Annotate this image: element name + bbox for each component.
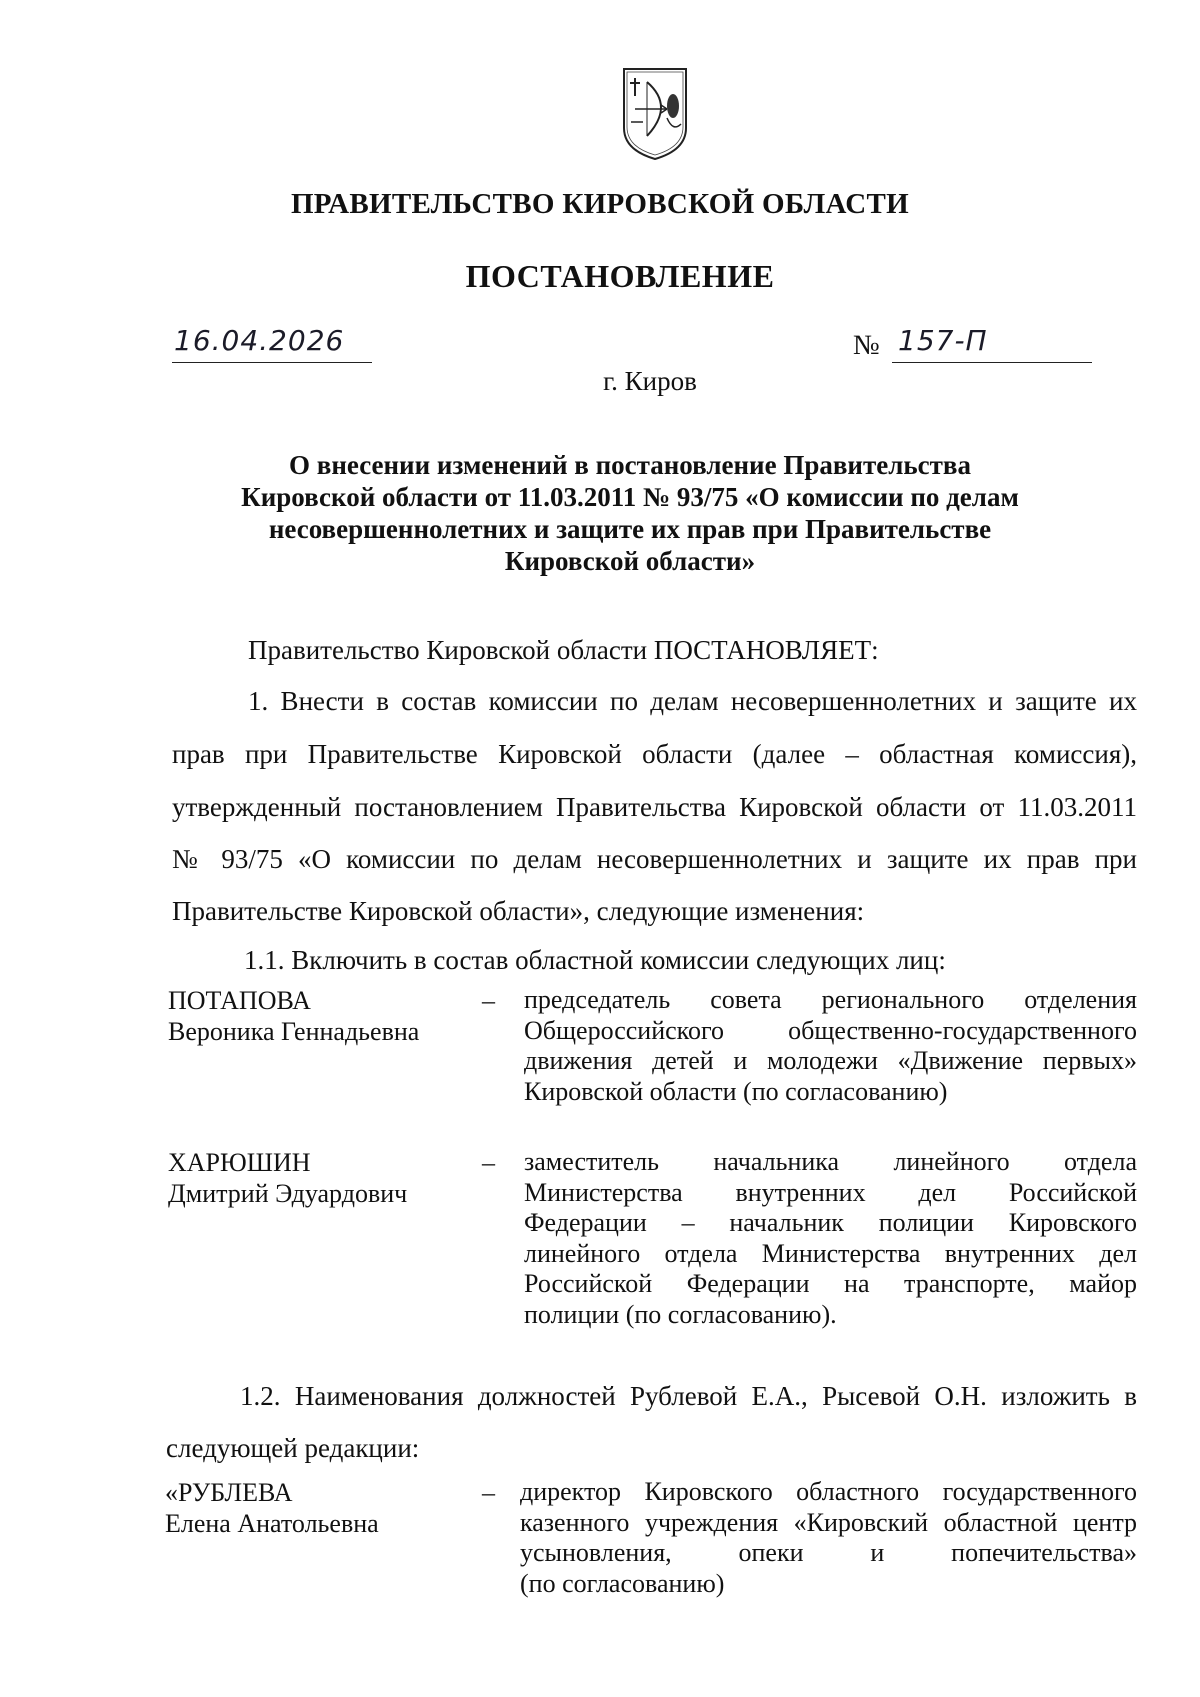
description-line: (по согласованию) (520, 1568, 725, 1598)
member-name (168, 1147, 407, 1209)
member-description (520, 1477, 1137, 1599)
title-line: О внесении изменений в постановление Правительства (289, 450, 971, 480)
member-dash: – (482, 1478, 495, 1507)
number-field (892, 324, 1092, 363)
description-line: полиции (по согласованию). (524, 1299, 837, 1329)
coat-of-arms-icon (621, 66, 689, 162)
subparagraph-1-1: 1.1. Включить в состав областной комиссии следующих лиц: (244, 945, 946, 975)
number-handwritten: 157-П (898, 324, 988, 357)
paragraph-1-line: утвержденный постановлением Правительства Кировской области от 11.03.2011 (172, 792, 1137, 822)
member-surname: «РУБЛЕВА (165, 1478, 293, 1507)
city: г. Киров (603, 366, 697, 396)
description-line: Министерства внутренних дел Российской (524, 1177, 1137, 1207)
member-name (168, 985, 419, 1047)
description-line: усыновления, опеки и попечительства» (520, 1538, 1137, 1568)
member-description (524, 1147, 1137, 1331)
description-line: движения детей и молодежи «Движение первых» (524, 1046, 1137, 1076)
description-line: казенного учреждения «Кировский областной центр (520, 1507, 1137, 1537)
member-given-names: Дмитрий Эдуардович (168, 1179, 408, 1208)
member-surname: ХАРЮШИН (168, 1148, 311, 1177)
description-line: председатель совета регионального отделения (524, 985, 1137, 1014)
description-line: Общероссийского общественно-государственного (524, 1015, 1137, 1045)
member-dash: – (482, 1148, 495, 1177)
description-line: директор Кировского областного государственного (520, 1477, 1137, 1506)
subparagraph-1-2-line: следующей редакции: (166, 1433, 420, 1463)
preamble: Правительство Кировской области ПОСТАНОВЛЯЕТ: (248, 635, 879, 665)
description-line: Федерации – начальник полиции Кировского (524, 1208, 1137, 1238)
member-dash: – (482, 986, 495, 1015)
member-name (165, 1477, 379, 1539)
document-title (200, 449, 1060, 577)
paragraph-1-line: № 93/75 «О комиссии по делам несовершеннолетних и защите их прав при (172, 844, 1137, 874)
title-line: Кировской области» (504, 546, 756, 576)
member-description (524, 985, 1137, 1107)
document-type: ПОСТАНОВЛЕНИЕ (465, 258, 775, 294)
paragraph-1-line: Правительстве Кировской области», следующие изменения: (172, 896, 865, 926)
description-line: заместитель начальника линейного отдела (524, 1147, 1137, 1176)
paragraph-1-line: 1. Внести в состав комиссии по делам несовершеннолетних и защите их (248, 686, 1137, 716)
date-handwritten: 16.04.2026 (174, 324, 345, 357)
member-given-names: Вероника Геннадьевна (168, 1017, 420, 1046)
description-line: Кировской области (по согласованию) (524, 1076, 948, 1106)
description-line: Российской Федерации на транспорте, майор (524, 1269, 1137, 1299)
subparagraph-1-2-line: 1.2. Наименования должностей Рублевой Е.А., Рысевой О.Н. изложить в (240, 1381, 1137, 1411)
paragraph-1-line: прав при Правительстве Кировской области (далее – областная комиссия), (172, 739, 1137, 769)
title-line: несовершеннолетних и защите их прав при Правительстве (268, 514, 992, 544)
member-given-names: Елена Анатольевна (165, 1509, 379, 1538)
description-line: линейного отдела Министерства внутренних дел (524, 1238, 1137, 1268)
date-field (172, 324, 372, 363)
coat-of-arms-emblem (621, 66, 689, 162)
government-name: ПРАВИТЕЛЬСТВО КИРОВСКОЙ ОБЛАСТИ (290, 188, 910, 220)
title-line: Кировской области от 11.03.2011 № 93/75 «О комиссии по делам (241, 482, 1019, 512)
member-surname: ПОТАПОВА (168, 986, 311, 1015)
number-label: № (853, 330, 880, 361)
